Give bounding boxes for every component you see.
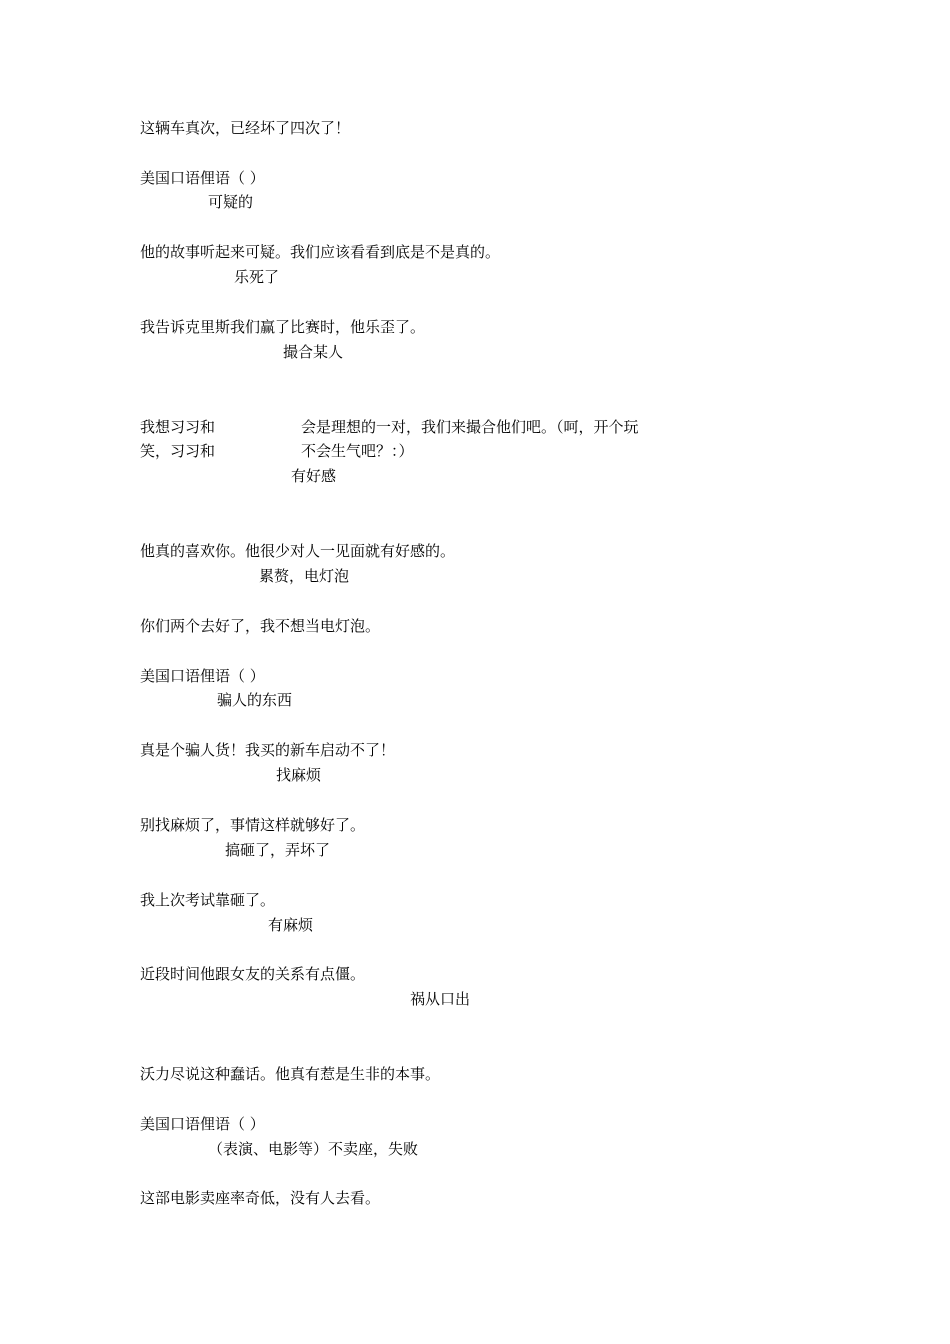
term-ask-for-trouble: 找麻烦: [276, 766, 322, 784]
term-loose-lips: 祸从口出: [410, 990, 471, 1008]
term-third-wheel: 累赘，电灯泡: [259, 567, 350, 585]
term-flop: （表演、电影等）不卖座，失败: [208, 1140, 419, 1158]
term-suspicious: 可疑的: [208, 193, 254, 211]
sentence-car-broken: 这辆车真次，已经坏了四次了！: [140, 119, 351, 137]
sentence-exam: 我上次考试靠砸了。: [140, 891, 276, 909]
sentence-likes-you: 他真的喜欢你。他很少对人一见面就有好感的。: [140, 542, 456, 560]
term-good-impression: 有好感: [291, 467, 337, 485]
sentence-new-car: 真是个骗人货！我买的新车启动不了！: [140, 741, 396, 759]
sentence-movie-flop: 这部电影卖座率奇低，没有人去看。: [140, 1189, 381, 1207]
sentence-stupid-talk: 沃力尽说这种蠢话。他真有惹是生非的本事。: [140, 1065, 441, 1083]
term-matchmake: 撮合某人: [283, 343, 344, 361]
term-messed-up: 搞砸了，弄坏了: [225, 841, 331, 859]
term-in-trouble: 有麻烦: [268, 916, 314, 934]
sentence-matchmake-part3: 笑，习习和: [140, 442, 216, 460]
term-lemon: 骗人的东西: [217, 691, 293, 709]
sentence-matchmake-part2: 会是理想的一对，我们来撮合他们吧。（呵，开个玩: [301, 418, 639, 436]
sentence-matchmake-part4: 不会生气吧？：）: [301, 442, 414, 460]
sentence-girlfriend: 近段时间他跟女友的关系有点僵。: [140, 965, 366, 983]
term-overjoyed: 乐死了: [234, 268, 280, 286]
sentence-leave-it: 别找麻烦了，事情这样就够好了。: [140, 816, 366, 834]
section-heading-2: 美国口语俚语（ ）: [140, 667, 265, 685]
sentence-story-suspicious: 他的故事听起来可疑。我们应该看看到底是不是真的。: [140, 243, 501, 261]
section-heading-1: 美国口语俚语（ ）: [140, 169, 265, 187]
sentence-matchmake-part1: 我想习习和: [140, 418, 216, 436]
sentence-third-wheel: 你们两个去好了，我不想当电灯泡。: [140, 617, 381, 635]
sentence-told-chris: 我告诉克里斯我们赢了比赛时，他乐歪了。: [140, 318, 426, 336]
section-heading-3: 美国口语俚语（ ）: [140, 1115, 265, 1133]
